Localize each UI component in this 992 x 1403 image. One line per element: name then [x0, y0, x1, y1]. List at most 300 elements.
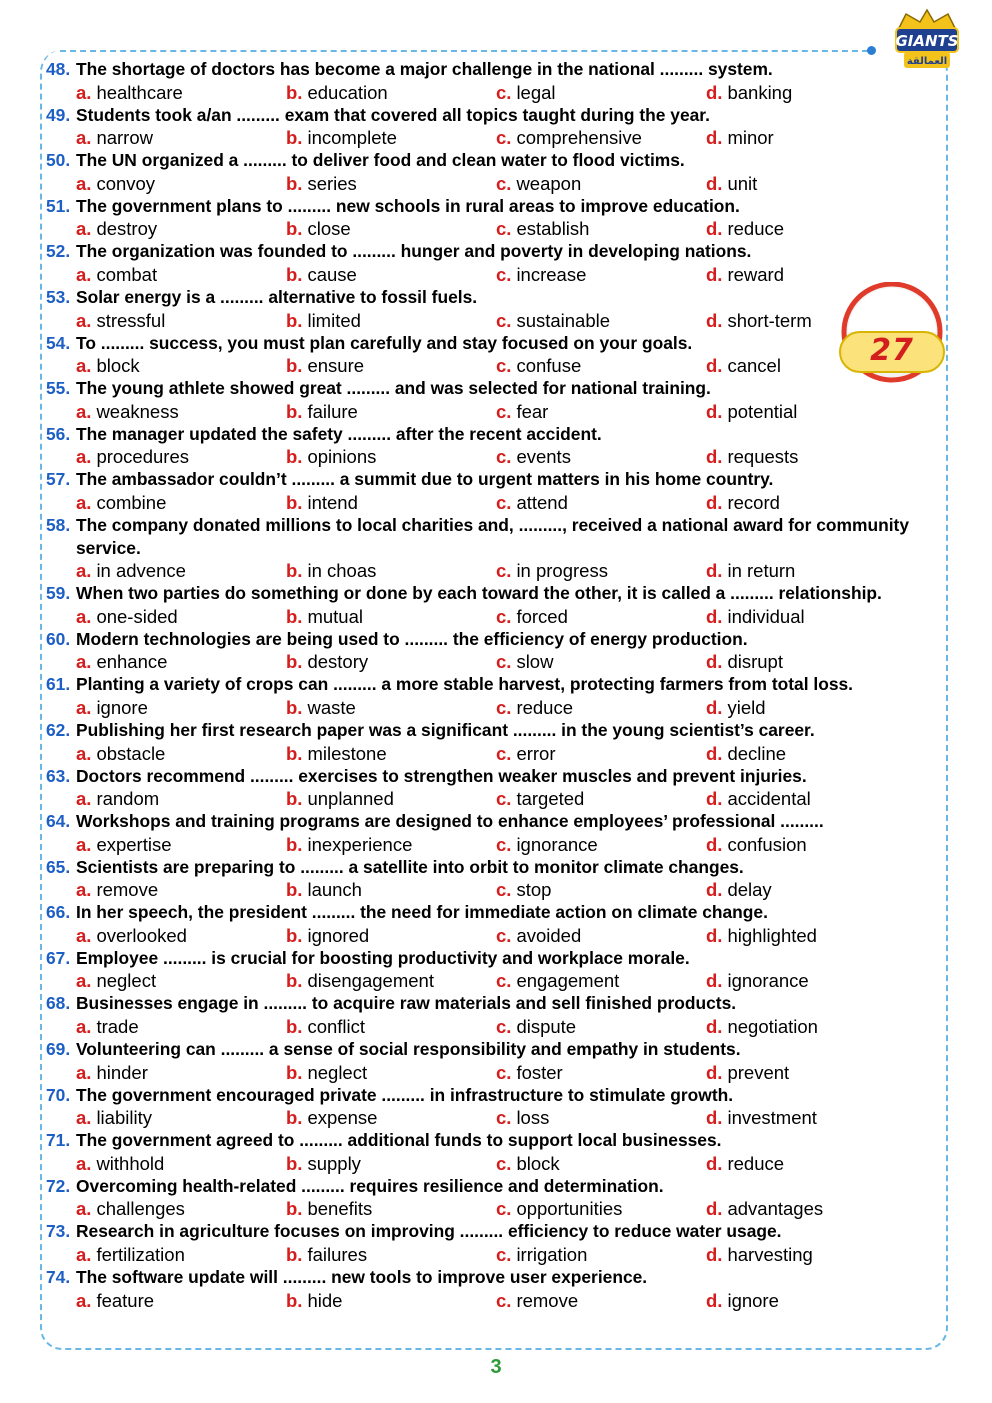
option-d[interactable]: [706, 605, 916, 628]
option-c[interactable]: [496, 81, 706, 104]
option-letter: a.: [76, 81, 92, 103]
question: [46, 1266, 946, 1289]
option-a[interactable]: [76, 354, 286, 377]
option-d[interactable]: [706, 1152, 916, 1175]
option-letter: d.: [706, 1061, 723, 1083]
option-d[interactable]: [706, 1243, 916, 1266]
option-text: overlooked: [96, 924, 187, 946]
option-c[interactable]: [496, 1243, 706, 1266]
option-letter: d.: [706, 605, 723, 627]
option-b[interactable]: [286, 1152, 496, 1175]
option-letter: d.: [706, 1107, 723, 1129]
option-text: milestone: [307, 742, 387, 764]
options-row: [46, 172, 946, 195]
question-text: The organization was founded to ......... hunger and poverty in developing nations.: [76, 241, 752, 262]
option-a[interactable]: [76, 559, 286, 582]
option-c[interactable]: [496, 263, 706, 286]
option-c[interactable]: [496, 833, 706, 856]
question-text: Overcoming health-related ......... requires resilience and determination.: [76, 1175, 664, 1196]
option-letter: c.: [496, 1016, 512, 1038]
option-letter: d.: [706, 1198, 723, 1220]
option-letter: c.: [496, 491, 512, 513]
option-text: healthcare: [96, 81, 183, 103]
option-b[interactable]: [286, 263, 496, 286]
option-d[interactable]: [706, 924, 916, 947]
option-a[interactable]: [76, 1152, 286, 1175]
option-text: events: [516, 446, 571, 468]
option-text: engagement: [516, 970, 620, 992]
option-d[interactable]: [706, 1015, 916, 1038]
option-text: supply: [307, 1152, 361, 1174]
option-letter: b.: [286, 970, 303, 992]
option-b[interactable]: [286, 400, 496, 423]
option-a[interactable]: [76, 1061, 286, 1084]
option-b[interactable]: [286, 1015, 496, 1038]
option-text: cause: [307, 263, 357, 285]
option-text: fertilization: [96, 1244, 185, 1266]
option-b[interactable]: [286, 878, 496, 901]
option-d[interactable]: [706, 1061, 916, 1084]
option-letter: c.: [496, 309, 512, 331]
option-c[interactable]: [496, 1106, 706, 1129]
option-b[interactable]: [286, 354, 496, 377]
option-d[interactable]: [706, 696, 916, 719]
option-text: slow: [516, 651, 554, 673]
option-letter: c.: [496, 788, 512, 810]
option-c[interactable]: [496, 969, 706, 992]
options-row: [46, 1152, 946, 1175]
option-letter: b.: [286, 309, 303, 331]
option-letter: d.: [706, 400, 723, 422]
option-letter: b.: [286, 833, 303, 855]
option-text: opportunities: [516, 1198, 623, 1220]
question-text: Modern technologies are being used to ......... the efficiency of energy production.: [76, 628, 748, 649]
option-text: challenges: [96, 1198, 185, 1220]
option-letter: b.: [286, 651, 303, 673]
option-d[interactable]: [706, 1106, 916, 1129]
option-letter: c.: [496, 1107, 512, 1129]
option-letter: c.: [496, 400, 512, 422]
option-b[interactable]: [286, 1106, 496, 1129]
option-text: mutual: [307, 605, 363, 627]
option-d[interactable]: [706, 400, 916, 423]
option-letter: b.: [286, 491, 303, 513]
option-a[interactable]: [76, 1015, 286, 1038]
option-b[interactable]: [286, 605, 496, 628]
question-number: 53.: [46, 286, 71, 307]
option-c[interactable]: [496, 400, 706, 423]
option-a[interactable]: [76, 81, 286, 104]
option-letter: b.: [286, 879, 303, 901]
option-c[interactable]: [496, 491, 706, 514]
option-c[interactable]: [496, 354, 706, 377]
option-letter: c.: [496, 1061, 512, 1083]
option-text: conflict: [307, 1016, 366, 1038]
option-a[interactable]: [76, 172, 286, 195]
option-text: in choas: [307, 560, 377, 582]
option-a[interactable]: [76, 878, 286, 901]
option-text: forced: [516, 605, 568, 627]
option-a[interactable]: [76, 1106, 286, 1129]
option-text: incomplete: [307, 127, 397, 149]
option-text: neglect: [307, 1061, 368, 1083]
option-text: benefits: [307, 1198, 373, 1220]
option-a[interactable]: [76, 696, 286, 719]
option-a[interactable]: [76, 833, 286, 856]
option-text: reduce: [727, 1152, 785, 1174]
option-a[interactable]: [76, 605, 286, 628]
option-text: investment: [727, 1107, 817, 1129]
option-letter: a.: [76, 491, 92, 513]
option-text: requests: [727, 446, 799, 468]
option-text: advantages: [727, 1198, 824, 1220]
option-b[interactable]: [286, 969, 496, 992]
option-text: ensure: [307, 355, 365, 377]
question-number: 68.: [46, 993, 71, 1014]
option-c[interactable]: [496, 126, 706, 149]
option-a[interactable]: [76, 924, 286, 947]
option-letter: a.: [76, 263, 92, 285]
question-number: 59.: [46, 583, 71, 604]
option-c[interactable]: [496, 1061, 706, 1084]
option-c[interactable]: [496, 742, 706, 765]
option-letter: c.: [496, 651, 512, 673]
option-text: disengagement: [307, 970, 434, 992]
option-letter: b.: [286, 696, 303, 718]
option-letter: a.: [76, 924, 92, 946]
option-d[interactable]: [706, 172, 916, 195]
option-letter: b.: [286, 355, 303, 377]
question-number: 72.: [46, 1175, 71, 1196]
question: [46, 582, 946, 605]
option-letter: a.: [76, 970, 92, 992]
option-letter: d.: [706, 218, 723, 240]
option-a[interactable]: [76, 217, 286, 240]
question: [46, 423, 946, 446]
question-text: The UN organized a ......... to deliver food and clean water to flood victims.: [76, 150, 685, 171]
option-a[interactable]: [76, 650, 286, 673]
option-letter: c.: [496, 924, 512, 946]
option-letter: a.: [76, 218, 92, 240]
option-c[interactable]: [496, 559, 706, 582]
question-number: 48.: [46, 59, 71, 79]
option-c[interactable]: [496, 787, 706, 810]
option-d[interactable]: [706, 491, 916, 514]
option-b[interactable]: [286, 833, 496, 856]
question-text: Doctors recommend ......... exercises to strengthen weaker muscles and prevent injuries.: [76, 765, 807, 786]
option-letter: d.: [706, 742, 723, 764]
question-number: 58.: [46, 514, 71, 535]
option-text: neglect: [96, 970, 157, 992]
option-letter: a.: [76, 560, 92, 582]
option-text: minor: [727, 127, 774, 149]
option-d[interactable]: [706, 1197, 916, 1220]
question-text: Publishing her first research paper was a significant ......... in the young scientist’s career.: [76, 719, 815, 740]
question-number: 67.: [46, 947, 71, 968]
option-c[interactable]: [496, 878, 706, 901]
question-number: 64.: [46, 811, 71, 832]
option-a[interactable]: [76, 445, 286, 468]
option-d[interactable]: [706, 559, 916, 582]
option-a[interactable]: [76, 263, 286, 286]
option-c[interactable]: [496, 1015, 706, 1038]
option-a[interactable]: [76, 1197, 286, 1220]
question-text: The young athlete showed great ......... and was selected for national training.: [76, 378, 711, 399]
logo-subtext: العمالقة: [906, 56, 948, 67]
option-text: potential: [727, 400, 798, 422]
question-number: 55.: [46, 378, 71, 399]
option-text: stressful: [96, 309, 166, 331]
option-text: establish: [516, 218, 590, 240]
option-text: reward: [727, 263, 785, 285]
option-d[interactable]: [706, 878, 916, 901]
question-number: 69.: [46, 1039, 71, 1060]
option-b[interactable]: [286, 1197, 496, 1220]
option-c[interactable]: [496, 309, 706, 332]
question-number: 51.: [46, 195, 71, 216]
option-c[interactable]: [496, 1289, 706, 1312]
options-row: [46, 1015, 946, 1038]
options-row: [46, 605, 946, 628]
option-text: targeted: [516, 788, 585, 810]
option-b[interactable]: [286, 1289, 496, 1312]
question-number: 52.: [46, 241, 71, 262]
question-text: Students took a/an ......... exam that covered all topics taught during the year.: [76, 104, 710, 125]
option-a[interactable]: [76, 126, 286, 149]
option-a[interactable]: [76, 787, 286, 810]
question-number: 54.: [46, 332, 71, 353]
option-text: cancel: [727, 355, 781, 377]
options-row: [46, 878, 946, 901]
option-text: reduce: [727, 218, 785, 240]
question: [46, 286, 946, 309]
option-letter: d.: [706, 833, 723, 855]
option-letter: d.: [706, 560, 723, 582]
option-letter: c.: [496, 127, 512, 149]
option-letter: c.: [496, 263, 512, 285]
question: [46, 58, 946, 81]
option-letter: b.: [286, 1107, 303, 1129]
option-c[interactable]: [496, 650, 706, 673]
option-c[interactable]: [496, 1152, 706, 1175]
option-text: trade: [96, 1016, 139, 1038]
page-frame-top: [60, 50, 868, 52]
option-letter: a.: [76, 788, 92, 810]
option-d[interactable]: [706, 81, 916, 104]
option-b[interactable]: [286, 559, 496, 582]
question-text: The shortage of doctors has become a major challenge in the national ......... system.: [76, 59, 773, 79]
option-letter: d.: [706, 81, 723, 103]
option-letter: c.: [496, 970, 512, 992]
option-d[interactable]: [706, 650, 916, 673]
option-text: avoided: [516, 924, 582, 946]
option-letter: c.: [496, 1152, 512, 1174]
question-number: 50.: [46, 150, 71, 171]
option-a[interactable]: [76, 491, 286, 514]
option-letter: d.: [706, 788, 723, 810]
option-text: unit: [727, 172, 758, 194]
question: [46, 628, 946, 651]
option-letter: c.: [496, 446, 512, 468]
option-c[interactable]: [496, 172, 706, 195]
question-text: To ......... success, you must plan carefully and stay focused on your goals.: [76, 332, 693, 353]
question: [46, 992, 946, 1015]
option-letter: b.: [286, 263, 303, 285]
option-d[interactable]: [706, 833, 916, 856]
option-b[interactable]: [286, 445, 496, 468]
option-text: highlighted: [727, 924, 817, 946]
options-row: [46, 1106, 946, 1129]
option-letter: d.: [706, 970, 723, 992]
question-text: The company donated millions to local charities and, ........., received a national award for community service.: [76, 514, 910, 558]
option-letter: a.: [76, 833, 92, 855]
option-c[interactable]: [496, 217, 706, 240]
option-text: close: [307, 218, 351, 240]
option-b[interactable]: [286, 742, 496, 765]
option-d[interactable]: [706, 969, 916, 992]
option-c[interactable]: [496, 1197, 706, 1220]
option-letter: c.: [496, 879, 512, 901]
option-text: weapon: [516, 172, 582, 194]
options-row: [46, 1289, 946, 1312]
question-text: The government plans to ......... new schools in rural areas to improve education.: [76, 195, 740, 216]
option-letter: a.: [76, 651, 92, 673]
option-text: short-term: [727, 309, 812, 331]
option-text: hinder: [96, 1061, 148, 1083]
option-text: dispute: [516, 1016, 577, 1038]
option-a[interactable]: [76, 1243, 286, 1266]
question-text: The manager updated the safety ......... after the recent accident.: [76, 423, 602, 444]
option-b[interactable]: [286, 1061, 496, 1084]
option-text: loss: [516, 1107, 550, 1129]
option-d[interactable]: [706, 787, 916, 810]
option-b[interactable]: [286, 696, 496, 719]
option-text: legal: [516, 81, 556, 103]
option-letter: c.: [496, 1289, 512, 1311]
question-number: 49.: [46, 104, 71, 125]
option-text: ignored: [307, 924, 370, 946]
options-row: [46, 833, 946, 856]
option-text: prevent: [727, 1061, 790, 1083]
option-letter: b.: [286, 788, 303, 810]
option-text: individual: [727, 605, 805, 627]
option-b[interactable]: [286, 787, 496, 810]
option-letter: b.: [286, 1016, 303, 1038]
option-b[interactable]: [286, 650, 496, 673]
option-text: banking: [727, 81, 793, 103]
option-letter: b.: [286, 1152, 303, 1174]
option-d[interactable]: [706, 742, 916, 765]
options-row: [46, 263, 946, 286]
option-c[interactable]: [496, 445, 706, 468]
option-d[interactable]: [706, 309, 916, 332]
option-b[interactable]: [286, 217, 496, 240]
question-number: 63.: [46, 765, 71, 786]
option-b[interactable]: [286, 309, 496, 332]
question-text: Volunteering can ......... a sense of social responsibility and empathy in students.: [76, 1039, 741, 1060]
option-text: inexperience: [307, 833, 413, 855]
option-d[interactable]: [706, 445, 916, 468]
option-text: one-sided: [96, 605, 178, 627]
option-text: expertise: [96, 833, 172, 855]
question-number: 61.: [46, 674, 71, 695]
option-letter: a.: [76, 1016, 92, 1038]
question-text: Planting a variety of crops can ......... a more stable harvest, protecting farmers from total loss.: [76, 674, 854, 695]
option-letter: b.: [286, 1061, 303, 1083]
badge-number: 27: [870, 333, 914, 368]
option-b[interactable]: [286, 491, 496, 514]
option-b[interactable]: [286, 924, 496, 947]
option-c[interactable]: [496, 924, 706, 947]
question-number: 70.: [46, 1084, 71, 1105]
option-letter: d.: [706, 491, 723, 513]
option-c[interactable]: [496, 605, 706, 628]
option-a[interactable]: [76, 400, 286, 423]
option-text: random: [96, 788, 160, 810]
option-a[interactable]: [76, 309, 286, 332]
question-number: 74.: [46, 1267, 71, 1288]
option-letter: c.: [496, 560, 512, 582]
option-letter: c.: [496, 81, 512, 103]
options-row: [46, 650, 946, 673]
option-d[interactable]: [706, 263, 916, 286]
option-b[interactable]: [286, 81, 496, 104]
option-a[interactable]: [76, 1289, 286, 1312]
option-text: yield: [727, 696, 766, 718]
option-d[interactable]: [706, 354, 916, 377]
question: [46, 719, 946, 742]
options-row: [46, 445, 946, 468]
option-text: education: [307, 81, 388, 103]
option-d[interactable]: [706, 1289, 916, 1312]
question-text: The software update will ......... new tools to improve user experience.: [76, 1267, 648, 1288]
option-text: in progress: [516, 560, 608, 582]
question: [46, 901, 946, 924]
option-text: confuse: [516, 355, 582, 377]
question-number: 57.: [46, 469, 71, 490]
question-number: 73.: [46, 1221, 71, 1242]
option-b[interactable]: [286, 1243, 496, 1266]
question-text: Workshops and training programs are designed to enhance employees’ professional .........: [76, 811, 824, 832]
option-text: record: [727, 491, 780, 513]
option-b[interactable]: [286, 126, 496, 149]
option-letter: d.: [706, 127, 723, 149]
option-c[interactable]: [496, 696, 706, 719]
option-letter: d.: [706, 696, 723, 718]
question: [46, 468, 946, 491]
option-text: disrupt: [727, 651, 783, 673]
option-letter: d.: [706, 1244, 723, 1266]
option-a[interactable]: [76, 969, 286, 992]
option-text: ignorance: [516, 833, 598, 855]
option-d[interactable]: [706, 126, 916, 149]
options-row: [46, 1061, 946, 1084]
option-text: failure: [307, 400, 358, 422]
option-a[interactable]: [76, 742, 286, 765]
page-number: 3: [490, 1356, 502, 1378]
question: [46, 1084, 946, 1107]
option-text: weakness: [96, 400, 179, 422]
option-d[interactable]: [706, 217, 916, 240]
option-text: convoy: [96, 172, 156, 194]
question-text: Scientists are preparing to ......... a satellite into orbit to monitor climate changes.: [76, 856, 744, 877]
option-letter: d.: [706, 263, 723, 285]
question: [46, 149, 946, 172]
option-letter: a.: [76, 172, 92, 194]
option-b[interactable]: [286, 172, 496, 195]
options-row: [46, 1197, 946, 1220]
options-row: [46, 924, 946, 947]
